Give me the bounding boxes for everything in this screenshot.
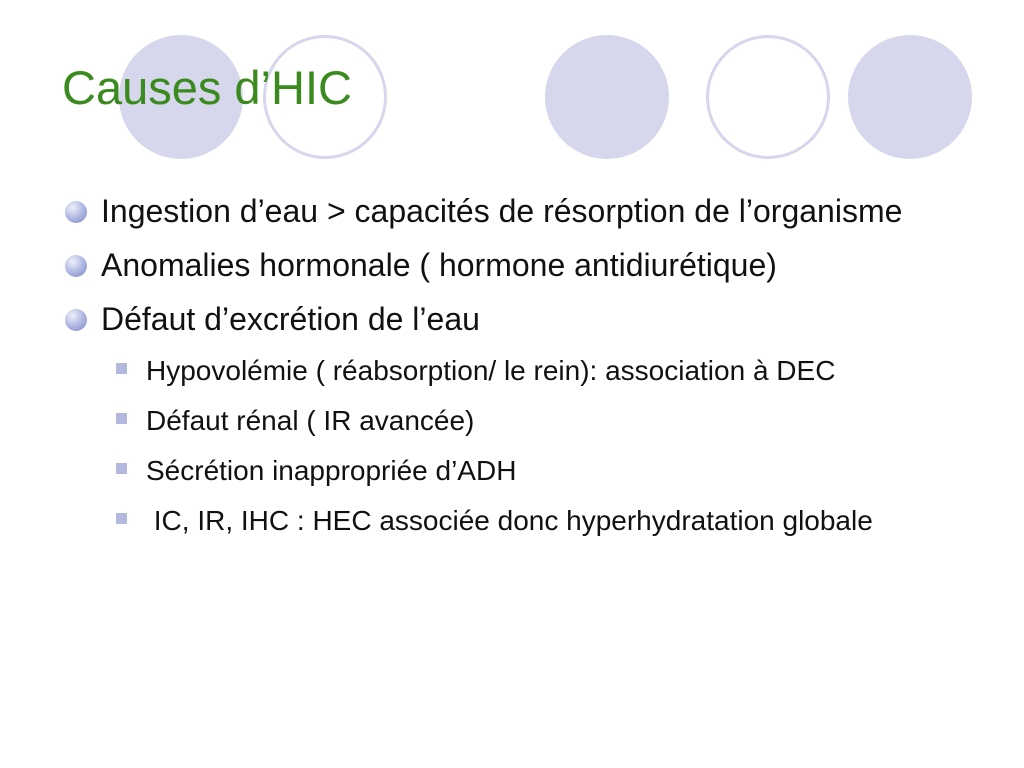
- sub-bullet-text: Hypovolémie ( réabsorption/ le rein): association à DEC: [146, 355, 836, 386]
- square-bullet-icon: [116, 413, 127, 424]
- bullet-dot-icon: [65, 201, 87, 223]
- decor-circle-outline: [706, 35, 830, 159]
- bullet-text: Ingestion d’eau > capacités de résorption de l’organisme: [101, 193, 903, 229]
- bullet-item: [62, 242, 962, 288]
- slide-title: Causes d’HIC: [62, 61, 352, 114]
- bullet-item: [62, 296, 962, 342]
- sub-bullet-text: Sécrétion inappropriée d’ADH: [146, 455, 517, 486]
- bullet-item: [62, 188, 962, 234]
- sub-bullet-item: [62, 400, 962, 442]
- decor-circle-filled: [848, 35, 972, 159]
- slide-content: [62, 188, 962, 550]
- bullet-dot-icon: [65, 309, 87, 331]
- sub-bullet-text: IC, IR, IHC : HEC associée donc hyperhydratation globale: [146, 505, 873, 536]
- bullet-text: Défaut d’excrétion de l’eau: [101, 301, 480, 337]
- bullet-text: Anomalies hormonale ( hormone antidiurétique): [101, 247, 777, 283]
- square-bullet-icon: [116, 463, 127, 474]
- square-bullet-icon: [116, 513, 127, 524]
- sub-bullet-item: [62, 500, 962, 542]
- sub-bullet-item: [62, 450, 962, 492]
- sub-bullet-text: Défaut rénal ( IR avancée): [146, 405, 475, 436]
- sub-bullet-item: [62, 350, 962, 392]
- decor-circle-filled: [545, 35, 669, 159]
- square-bullet-icon: [116, 363, 127, 374]
- bullet-dot-icon: [65, 255, 87, 277]
